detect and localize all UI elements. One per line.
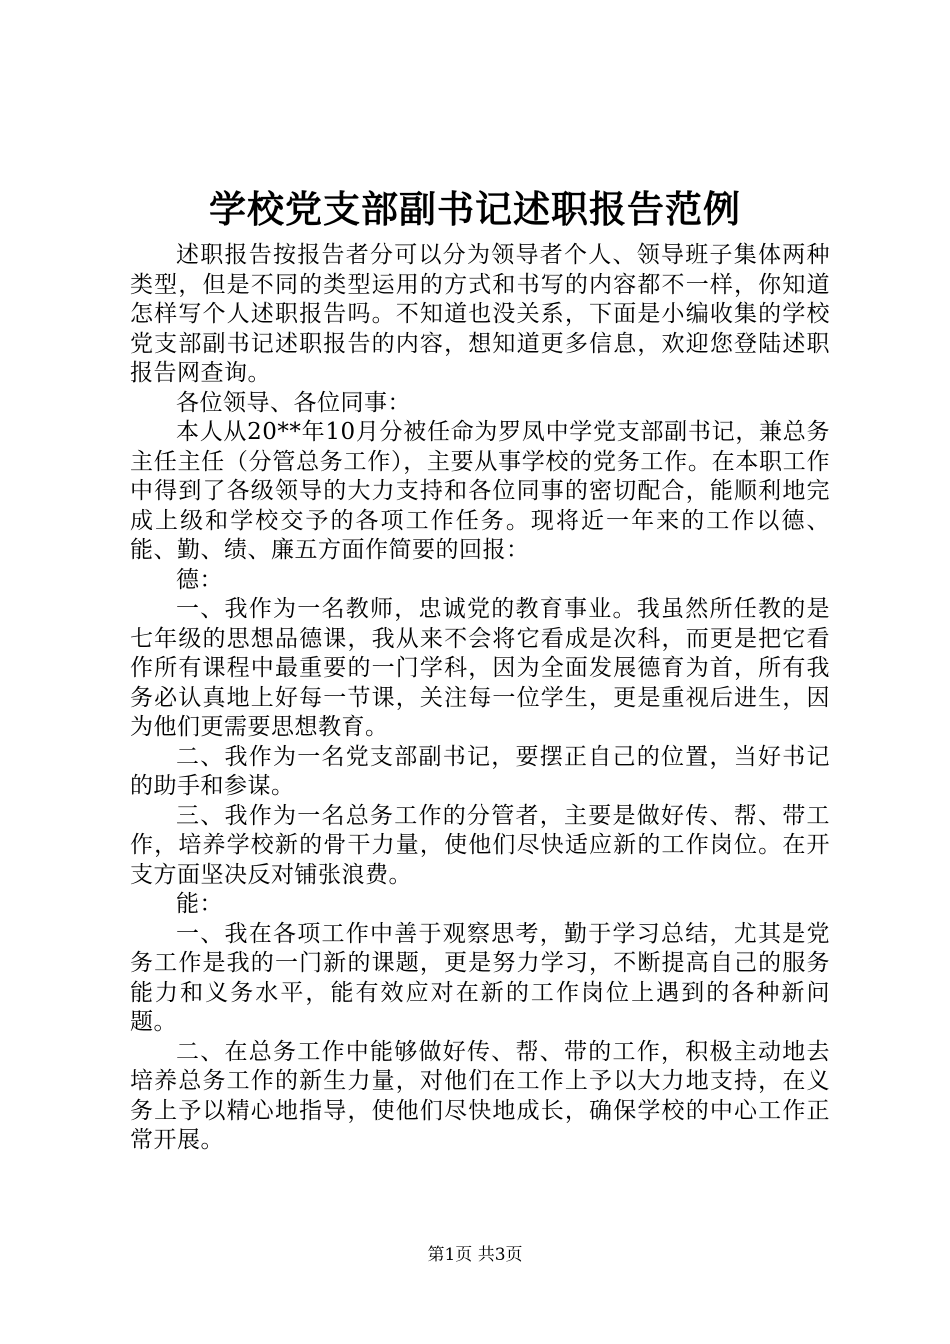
paragraph-neng-2: 二、在总务工作中能够做好传、帮、带的工作，积极主动地去培养总务工作的新生力量，对他们在工作上予以大力地支持，在义务上予以精心地指导，使他们尽快地成长，确保学校的中心工作正常开展。 (130, 1038, 830, 1153)
section-heading-de: 德： (176, 566, 223, 593)
document-title: 学校党支部副书记述职报告范例 (209, 187, 741, 231)
paragraph-neng-1: 一、我在各项工作中善于观察思考，勤于学习总结，尤其是党务工作是我的一门新的课题，更是努力学习，不断提高自己的服务能力和义务水平，能有效应对在新的工作岗位上遇到的各种新问题。 (130, 920, 830, 1035)
section-heading-neng: 能： (176, 891, 223, 917)
document-body (130, 241, 830, 1156)
paragraph-overview: 本人从20**年10月分被任命为罗凤中学党支部副书记，兼总务主任主任（分管总务工作），主要从事学校的党务工作。在本职工作中得到了各级领导的大力支持和各位同事的密切配合，能顺利地完成上级和学校交予的各项工作任务。现将近一年来的工作以德、能、勤、绩、廉五方面作简要的回报： (130, 419, 830, 563)
paragraph-intro: 述职报告按报告者分可以分为领导者个人、领导班子集体两种类型，但是不同的类型运用的方式和书写的内容都不一样，你知道怎样写个人述职报告吗。不知道也没关系，下面是小编收集的学校党支部副书记述职报告的内容，想知道更多信息，欢迎您登陆述职报告网查询。 (130, 242, 830, 386)
paragraph-de-1: 一、我作为一名教师，忠诚党的教育事业。我虽然所任教的是七年级的思想品德课，我从来不会将它看成是次科，而更是把它看作所有课程中最重要的一门学科，因为全面发展德育为首，所有我务必认真地上好每一节课，关注每一位学生，更是重视后进生，因为他们更需要思想教育。 (130, 596, 830, 740)
paragraph-de-3: 三、我作为一名总务工作的分管者，主要是做好传、帮、带工作，培养学校新的骨干力量，使他们尽快适应新的工作岗位。在开支方面坚决反对铺张浪费。 (130, 802, 830, 888)
paragraph-de-2: 二、我作为一名党支部副书记，要摆正自己的位置，当好书记的助手和参谋。 (130, 743, 830, 799)
page-number-footer: 第1页 共3页 (427, 1245, 523, 1265)
paragraph-salutation: 各位领导、各位同事： (176, 389, 411, 416)
